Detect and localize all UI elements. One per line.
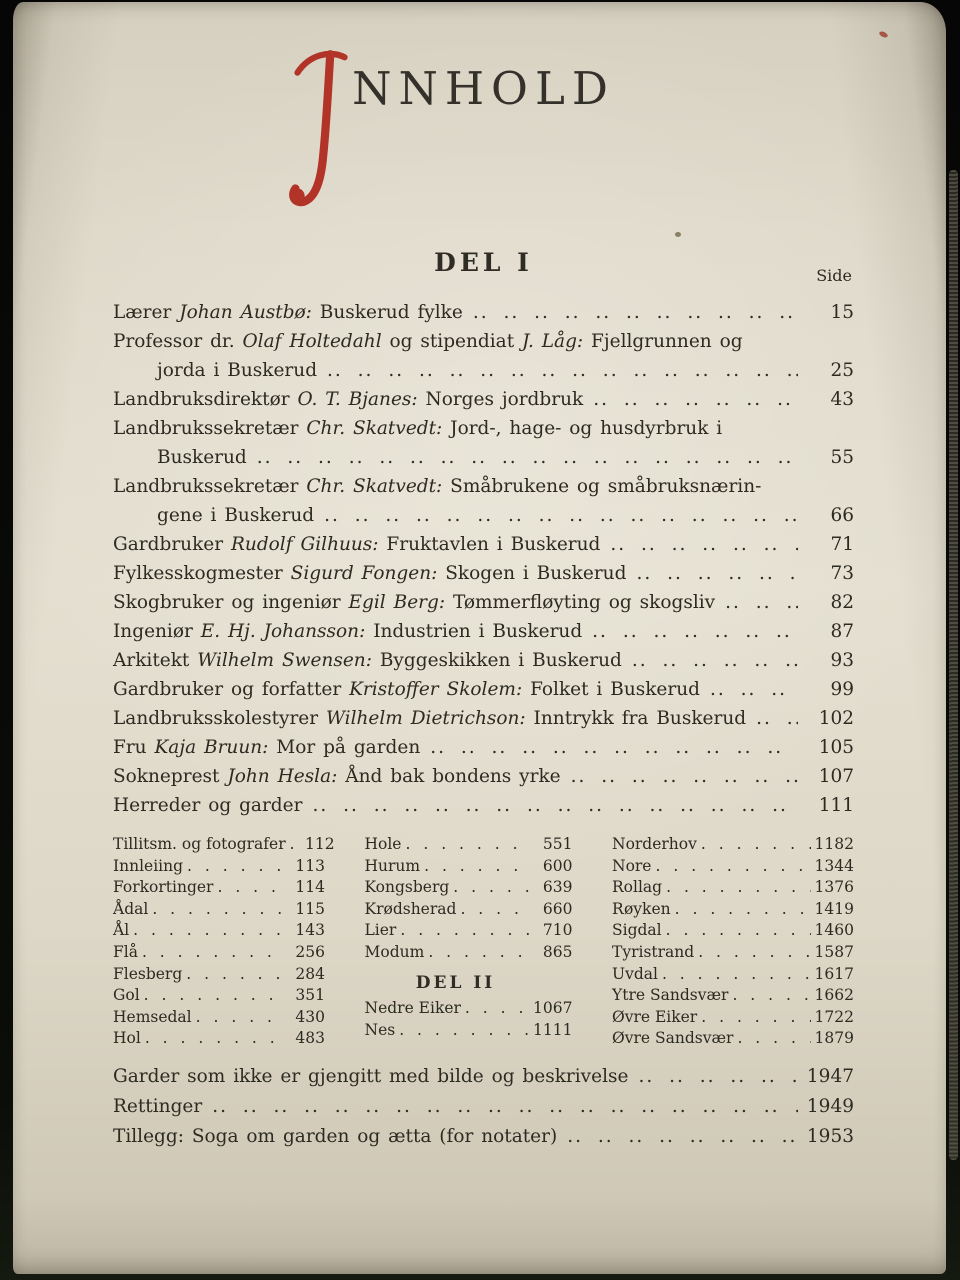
index-entry [612,1007,854,1029]
entry-title: Rettinger [113,1095,203,1117]
entry-role: Professor dr. [113,331,243,352]
dot-leader [453,877,530,899]
entry-role: Ingeniør [113,621,201,642]
page-number: 284 [295,964,325,983]
index-label: Tyristrand [612,942,695,961]
index-label: Nore [612,856,652,875]
entry-author: Kristoffer Skolem: [349,679,523,700]
entry-author: E. Hj. Johansson: [200,621,366,642]
entry-text [113,646,622,675]
toc-entry [113,791,854,820]
index-label: Nes [364,1020,396,1039]
entry-title: Tillegg: Soga om garden og ætta (for notater) [113,1125,558,1147]
page-number: 256 [295,942,325,961]
toc-entry [113,646,854,675]
toc-entry [113,704,854,733]
entry-text [113,530,600,559]
page-number: 102 [818,708,854,729]
dot-leader [732,985,810,1007]
index-label: Øvre Eiker [612,1007,698,1026]
index-entry [365,920,573,942]
index-label: Uvdal [612,964,658,983]
entry-title: Skogen i Buskerud [437,563,627,584]
dot-leader [187,856,283,878]
page-number: 865 [542,942,573,961]
index-entry [113,985,325,1007]
page-number: 639 [542,878,573,897]
entry-author: Wilhelm Dietrichson: [325,708,526,729]
entry-author: Olaf Holtedahl [242,331,382,352]
index-entry [113,942,325,964]
page-number: 1460 [814,921,854,940]
dot-leader [424,856,530,878]
entry-text [113,414,722,443]
entry-role: Fylkesskogmester [113,563,291,584]
entry-role: Landbruksskolestyrer [113,708,326,729]
index-entry [612,856,854,878]
dot-leader [737,1028,810,1050]
dot-leader [327,356,798,385]
index-label: Modum [364,942,425,961]
entry-role: Landbrukssekretær [113,476,307,497]
index-entry [113,899,325,921]
index-label: Innleiing [113,856,184,875]
dot-leader [675,899,811,921]
part1-heading: DEL I [434,248,533,277]
part1-heading-row [113,234,854,292]
entry-text [113,298,463,327]
dot-leader [405,834,530,856]
index-entry [113,964,325,986]
entry-text [157,356,317,385]
toc-entry [113,762,854,791]
entry-title: Ånd bak bondens yrke [337,766,561,787]
index-entry [612,920,854,942]
dot-leader [655,856,810,878]
dot-leader [710,675,798,704]
index-entry [365,834,573,856]
page-number: 600 [542,856,573,875]
page-number: 1617 [814,964,854,983]
page-number: 483 [295,1029,325,1048]
index-entry [113,1028,325,1050]
index-entry [113,856,325,878]
index-entry [365,856,573,878]
entry-text [113,617,582,646]
entry-text [113,588,715,617]
dot-leader [257,443,798,472]
entry-text [113,733,420,762]
index-label: Nedre Eiker [364,999,461,1018]
index-column-1 [113,834,335,1050]
page-number: 1662 [814,986,854,1005]
page-number: 1879 [814,1029,854,1048]
entry-text [113,1062,628,1092]
dot-leader [638,1062,798,1092]
dot-leader [701,1007,810,1029]
entry-author: Egil Berg: [348,592,446,613]
dot-leader [567,1122,798,1152]
page-number: 55 [830,447,854,468]
page-number: 1947 [806,1065,854,1087]
toc-footer-list [113,1062,854,1152]
page-number: 66 [830,505,854,526]
index-label: Ytre Sandsvær [612,986,729,1005]
index-label: Flesberg [113,964,183,983]
dot-leader [312,791,798,820]
dot-leader [400,920,530,942]
entry-author: Rudolf Gilhuus: [230,534,379,555]
entry-role: Gardbruker [113,534,231,555]
dot-leader [399,1020,529,1042]
dot-leader [430,733,798,762]
dot-leader [142,942,283,964]
page-number: 1949 [806,1095,854,1117]
dot-leader [473,298,798,327]
index-entry [612,942,854,964]
toc-entry [113,414,854,443]
dot-leader [196,1007,283,1029]
page-number: 1182 [814,835,854,853]
entry-author: Chr. Skatvedt: [306,418,443,439]
index-entry [365,1020,573,1042]
dot-leader [186,964,283,986]
entry-text [113,385,583,414]
dot-leader [632,646,798,675]
page-number: 112 [305,835,335,853]
entry-title: Folket i Buskerud [522,679,700,700]
entry-title: Byggeskikken i Buskerud [371,650,622,671]
page-number: 710 [542,921,573,940]
index-entry [113,1007,325,1029]
toc-entry [113,588,854,617]
index-label: Kongsberg [364,878,450,897]
entry-title: Buskerud [157,447,247,468]
entry-text [157,501,314,530]
index-entry [612,964,854,986]
page-number: 99 [830,679,854,700]
side-column-label: Side [816,266,852,285]
index-label: Røyken [612,899,671,918]
dot-leader [133,920,283,942]
page-number: 105 [818,737,854,758]
toc-entry [113,675,854,704]
page-number: 87 [830,621,854,642]
page-number: 143 [295,921,325,940]
index-label: Krødsherad [364,899,457,918]
entry-author: Wilhelm Swensen: [197,650,372,671]
index-label: Øvre Sandsvær [612,1029,734,1048]
index-label: Hurum [364,856,421,875]
page-number: 114 [295,878,325,897]
dot-leader [145,1028,283,1050]
page-number: 351 [295,986,325,1005]
dot-leader [212,1092,798,1122]
index-label: Norderhov [612,835,697,853]
index-label: Hole [364,835,402,853]
part2-heading: DEL II [415,972,496,993]
index-entry [365,899,573,921]
page-number: 82 [830,592,854,613]
index-entry [612,1028,854,1050]
index-label: Ål [113,921,130,940]
index-label: Hol [113,1029,141,1048]
index-entry [365,998,573,1020]
dot-leader [698,942,810,964]
book-page [13,2,946,1274]
entry-author: John Hesla: [227,766,338,787]
index-label: Tillitsm. og fotografer [113,835,286,853]
page-number: 25 [830,360,854,381]
entry-title: Tømmerfløyting og skogsliv [445,592,716,613]
dot-leader [593,385,798,414]
page-number: 1953 [806,1125,854,1147]
toc-entry [113,1122,854,1152]
entry-author: Johan Austbø: [179,302,312,323]
page-title: NNHOLD [352,62,615,115]
index-entry [113,920,325,942]
page-number: 1722 [814,1007,854,1026]
entry-text [113,559,626,588]
book-fore-edge [949,170,958,1160]
entry-title: Mor på garden [268,737,421,758]
entry-role: Fru [113,737,155,758]
dot-leader [460,899,530,921]
dot-leader [465,998,529,1020]
entry-title: jorda i Buskerud [157,360,318,381]
toc-entry [113,472,854,501]
page-number: 71 [830,534,854,555]
index-entry [113,877,325,899]
page-number: 73 [830,563,854,584]
toc-entry [113,559,854,588]
index-label: Ådal [113,899,149,918]
entry-title: Herreder og garder [113,795,303,816]
page-number: 1067 [533,999,573,1018]
page-number: 113 [295,856,325,875]
page-number: 93 [830,650,854,671]
toc-entry-continuation [113,356,854,385]
entry-title: Inntrykk fra Buskerud [525,708,747,729]
index-label: Sigdal [612,921,662,940]
dot-leader [666,877,810,899]
page-number: 1419 [814,899,854,918]
dot-leader [610,530,798,559]
entry-author: O. T. Bjanes: [297,389,418,410]
toc-entry [113,617,854,646]
toc-entry [113,298,854,327]
entry-text-part: og stipendiat [381,331,523,352]
entry-author: Sigurd Fongen: [290,563,438,584]
dot-leader [217,877,283,899]
index-label: Hemsedal [113,1007,192,1026]
entry-text [113,675,700,704]
title-block [113,2,854,234]
toc-entry [113,1092,854,1122]
dot-leader [756,704,798,733]
index-label: Forkortinger [113,878,214,897]
entry-text [113,704,746,733]
dot-leader [290,834,293,856]
dot-leader [636,559,798,588]
dot-leader [725,588,798,617]
index-label: Rollag [612,878,663,897]
dot-leader [662,964,811,986]
toc-entry [113,327,854,356]
index-column-3 [612,834,854,1050]
toc-entry [113,530,854,559]
toc-entry [113,1062,854,1092]
entry-role: Gardbruker og forfatter [113,679,350,700]
page-number: 107 [818,766,854,787]
index-entry [365,942,573,964]
index-label: Gol [113,986,140,1005]
page-number: 115 [295,899,325,918]
entry-title: Fjellgrunnen og [583,331,743,352]
entry-title: gene i Buskerud [157,505,315,526]
index-entry [113,834,335,856]
dot-leader [152,899,283,921]
toc-entry [113,733,854,762]
entry-text [113,791,302,820]
entry-author: Chr. Skatvedt: [306,476,443,497]
entry-title: Garder som ikke er gjengitt med bilde og beskrivelse [113,1065,629,1087]
dot-leader [428,942,530,964]
index-entry [612,834,854,856]
dot-leader [592,617,798,646]
index-entry [612,877,854,899]
page-number: 15 [830,302,854,323]
entry-title: Fruktavlen i Buskerud [378,534,601,555]
page-number: 1587 [814,942,854,961]
entry-text [113,1092,202,1122]
entry-text [113,327,743,356]
entry-role: Landbrukssekretær [113,418,307,439]
dot-leader [144,985,283,1007]
parish-index [113,834,854,1050]
entry-role: Sokneprest [113,766,228,787]
page-number: 1344 [814,856,854,875]
toc-main-list [113,298,854,820]
dot-leader [666,920,811,942]
page-number: 43 [830,389,854,410]
index-entry [365,877,573,899]
index-entry [612,985,854,1007]
index-column-2 [365,834,573,1050]
entry-title: Industrien i Buskerud [365,621,583,642]
entry-role: Lærer [113,302,180,323]
toc-entry-continuation [113,443,854,472]
dot-leader [571,762,798,791]
entry-text [113,762,561,791]
toc-entry [113,385,854,414]
page-number: 430 [295,1007,325,1026]
page-number: 660 [542,899,573,918]
entry-role: Landbruksdirektør [113,389,298,410]
entry-title: Buskerud fylke [311,302,463,323]
entry-text [157,443,247,472]
entry-title: Jord-, hage- og husdyrbruk i [442,418,723,439]
dot-leader [701,834,811,856]
entry-role: Skogbruker og ingeniør [113,592,349,613]
entry-role: Arkitekt [113,650,198,671]
entry-author: Kaja Bruun: [154,737,269,758]
paper-speck [878,30,888,38]
index-entry [612,899,854,921]
entry-text [113,472,761,501]
entry-author: J. Låg: [522,331,584,352]
entry-title: Småbrukene og småbruksnærin- [442,476,762,497]
page-number: 111 [818,795,854,816]
page-number: 1376 [814,878,854,897]
page-number: 551 [542,835,573,853]
index-label: Flå [113,942,138,961]
entry-title: Norges jordbruk [417,389,584,410]
dot-leader [324,501,798,530]
toc-entry-continuation [113,501,854,530]
index-label: Lier [364,921,397,940]
page-number: 1111 [533,1020,573,1039]
entry-text [113,1122,557,1152]
